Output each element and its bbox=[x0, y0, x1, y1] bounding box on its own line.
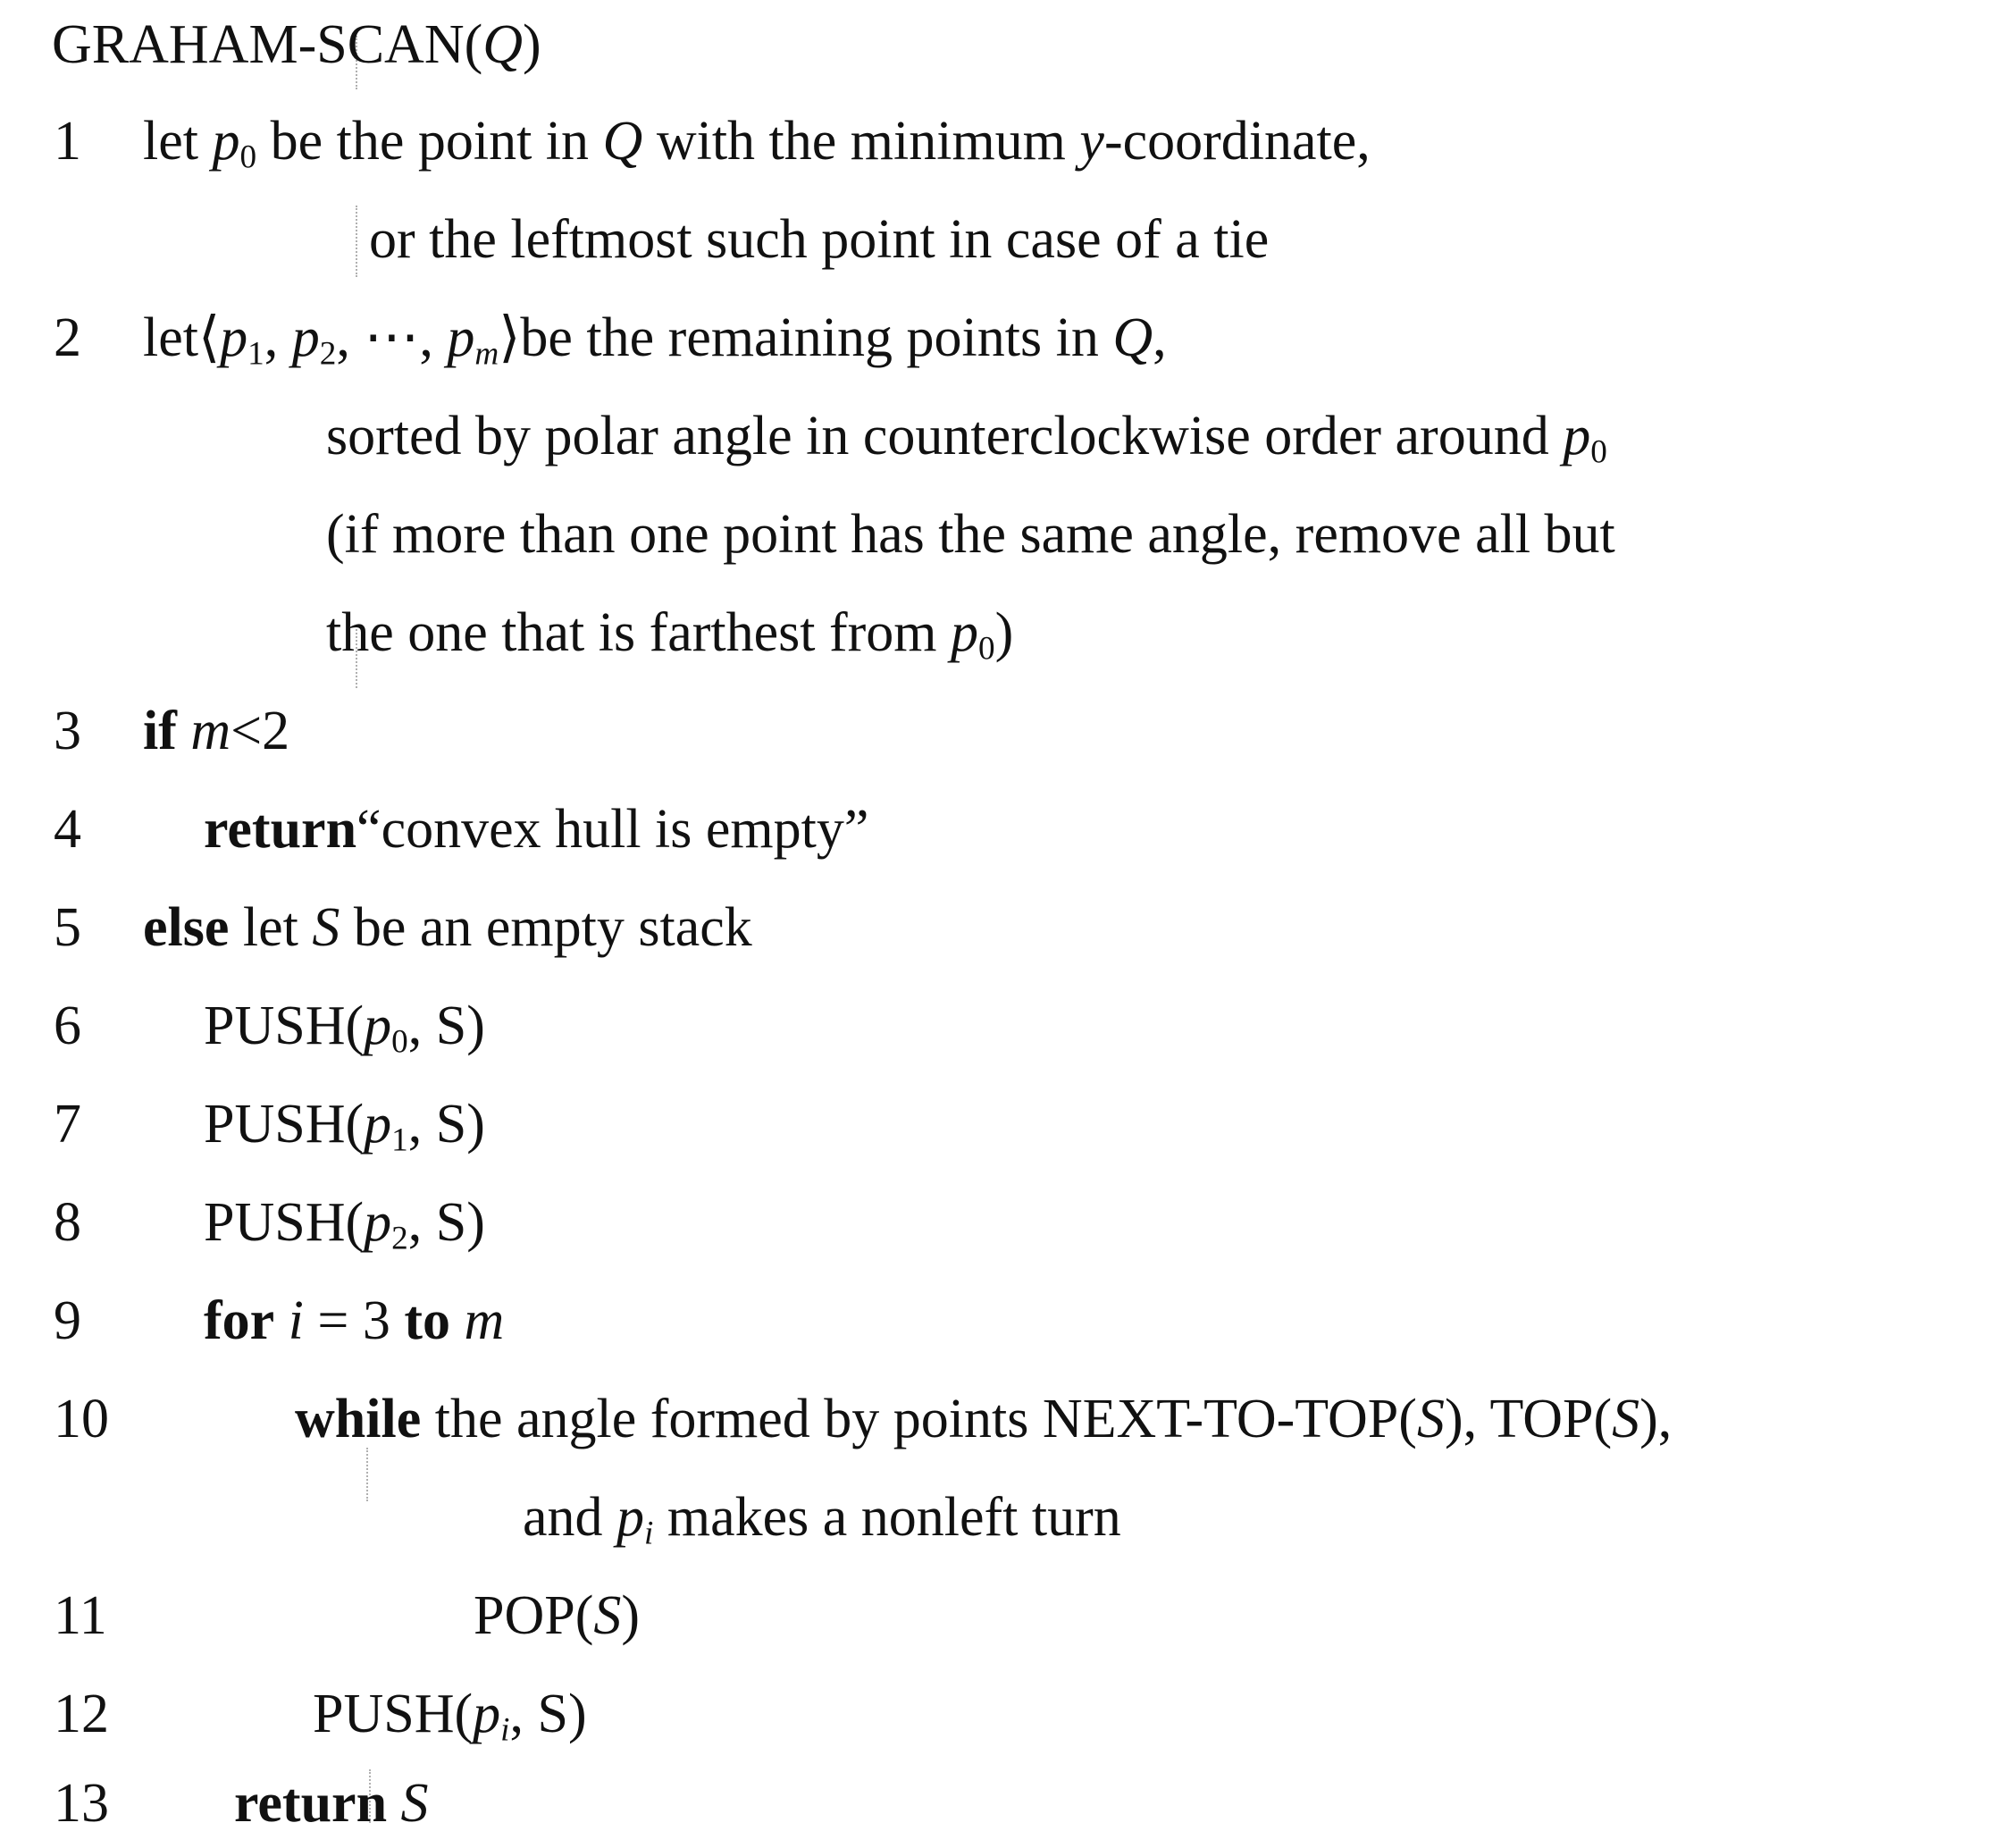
keyword-return: return bbox=[204, 799, 357, 860]
line-number: 7 bbox=[54, 1094, 81, 1155]
line-number: 13 bbox=[54, 1773, 109, 1834]
code-text: $PUSH(p_1$, S) bbox=[204, 1094, 485, 1159]
line-number: 12 bbox=[54, 1684, 109, 1744]
line-number: 9 bbox=[54, 1290, 81, 1351]
keyword-else: else bbox=[143, 897, 230, 958]
line-number: 10 bbox=[54, 1389, 109, 1449]
line-number: 5 bbox=[54, 897, 81, 958]
line-number: 1 bbox=[54, 111, 81, 172]
procedure-title: GRAHAM-SCAN(Q) bbox=[52, 14, 541, 75]
code-text: $let⟨p_1$, $p_2$, ⋯, $p_m⟩be$ the remaining points in Q, bbox=[143, 307, 1167, 373]
procedure-name: GRAHAM-SCAN bbox=[52, 14, 465, 75]
code-text: let $p_0$ be the point in Q with the minimum y-coordinate, bbox=[143, 111, 1371, 176]
keyword-while: while bbox=[295, 1389, 422, 1449]
code-text: $PUSH(p_2$, S) bbox=[204, 1192, 485, 1257]
code-text: return S bbox=[234, 1773, 429, 1834]
keyword-return: return bbox=[234, 1773, 388, 1834]
code-text: while the angle formed by points NEXT-TO-TOP(S), TOP(S), bbox=[295, 1389, 1673, 1449]
code-text: or the leftmost such point in case of a tie bbox=[369, 209, 1270, 270]
code-text: sorted by polar angle in counterclockwise order around $p_0$ bbox=[326, 406, 1607, 471]
keyword-to: to bbox=[404, 1290, 451, 1351]
code-text: POP(S) bbox=[474, 1585, 641, 1646]
keyword-if: if bbox=[143, 701, 177, 761]
line-number: 11 bbox=[54, 1585, 107, 1646]
code-text: and $p_i$ makes a nonleft turn bbox=[523, 1487, 1121, 1552]
line-number: 4 bbox=[54, 799, 81, 860]
line-number: 2 bbox=[54, 307, 81, 368]
line-number: 3 bbox=[54, 701, 81, 761]
keyword-for: for bbox=[204, 1290, 275, 1351]
line-number: 6 bbox=[54, 995, 81, 1056]
code-text: else let S be an empty stack bbox=[143, 897, 752, 958]
code-text: for i = 3 to m bbox=[204, 1290, 505, 1351]
code-text: the one that is farthest from $p_0$) bbox=[326, 602, 1014, 668]
scan-guide-line bbox=[356, 206, 357, 277]
code-text: return“convex hull is empty” bbox=[204, 799, 869, 860]
line-number: 8 bbox=[54, 1192, 81, 1253]
procedure-param: Q bbox=[482, 14, 524, 75]
code-text: $PUSH(p_0$, S) bbox=[204, 995, 485, 1061]
code-text: (if more than one point has the same angle, remove all but bbox=[326, 504, 1615, 565]
code-text: $PUSH(p_i$, S) bbox=[313, 1684, 587, 1749]
code-text: if m<2 bbox=[143, 701, 290, 761]
